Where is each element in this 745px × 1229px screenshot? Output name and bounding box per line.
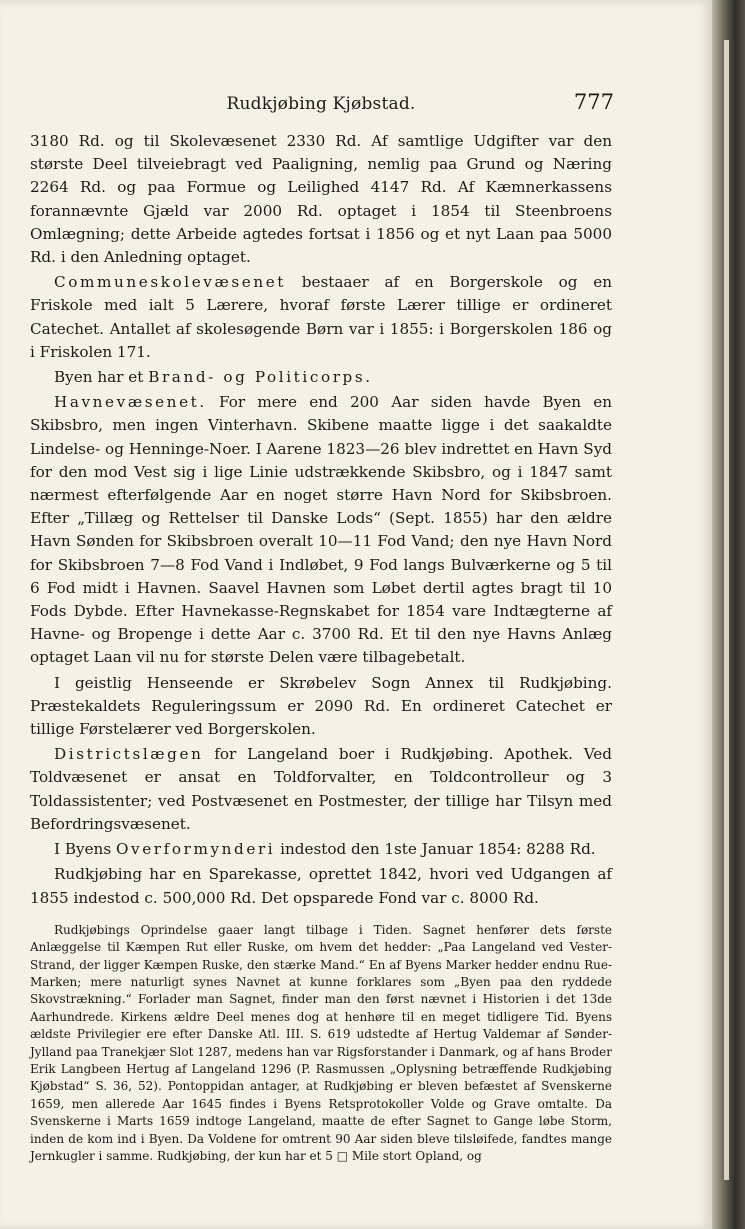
paragraph: Byen har et Brand- og Politicorps. [54, 368, 373, 387]
body-text [30, 130, 612, 910]
spaced-heading: Districtslægen [54, 745, 204, 764]
paragraph: Rudkjøbing har en Sparekasse, oprettet 1842, hvori ved Udgangen af 1855 indestod c. 500,000 Rd. Det opsparede Fond var c. 8000 Rd. [30, 865, 612, 907]
paragraph: I Byens Overformynderi indestod den 1ste Januar 1854: 8288 Rd. [54, 840, 596, 859]
spaced-heading: Communeskolevæsenet [54, 273, 287, 292]
paragraph: Havnevæsenet. For mere end 200 Aar siden havde Byen en Skibsbro, men ingen Vinterhavn. Skibene maatte ligge i det saakaldte Lindelse- og Henninge-Noer. I Aarene 1823—26 blev indrettet en Havn Syd for den mod Vest sig i lige Linie udstrækkende Skibsbro, og i 1847 samt nærmest efterfølgende Aar en noget større Havn Nord for Skibsbroen. Efter „Tillæg og Rettelser til Danske Lods“ (Sept. 1855) har den ældre Havn Sønden for Skibsbroen overalt 10—11 Fod Vand; den nye Havn Nord for Skibsbroen 7—8 Fod Vand i Indløbet, 9 Fod langs Bulværkerne og 5 til 6 Fod midt i Havnen. Saavel Havnen som Løbet dertil agtes bragt til 10 Fods Dybde. Efter Havnekasse-Regnskabet for 1854 vare Indtægterne af Havne- og Bropenge i dette Aar c. 3700 Rd. Et til den nye Havns Anlæg optaget Laan vil nu for største Delen være tilbagebetalt. [30, 393, 612, 667]
page-content [30, 90, 614, 1165]
running-header [30, 90, 614, 116]
page-stack-edge [724, 40, 729, 1180]
paragraph: Districtslægen for Langeland boer i Rudkjøbing. Apothek. Ved Toldvæsenet er ansat en Toldforvalter, en Toldcontrolleur og 3 Toldassistenter; ved Postvæsenet en Postmester, der tillige har Tilsyn med Befordringsvæsenet. [30, 745, 612, 833]
paragraph: I geistlig Henseende er Skrøbelev Sogn Annex til Rudkjøbing. Præstekaldets Reguleringssum er 2090 Rd. En ordineret Catechet er tillige Førstelærer ved Borgerskolen. [30, 673, 612, 739]
header-title: Rudkjøbing Kjøbstad. [226, 94, 416, 114]
spaced-heading: Overformynderi [115, 840, 276, 859]
spaced-heading: Brand- og Politicorps. [148, 368, 373, 387]
paragraph: 3180 Rd. og til Skolevæsenet 2330 Rd. Af samtlige Udgifter var den største Deel tilveiebragt ved Paaligning, nemlig paa Grund og Næring 2264 Rd. og paa Formue og Leilighed 4147 Rd. Af Kæmnerkassens forannævnte Gjæld var 2000 Rd. optaget i 1854 til Steenbroens Omlægning; dette Arbeide agtedes fortsat i 1856 og et nyt Laan paa 5000 Rd. i den Anledning optaget. [30, 132, 612, 267]
footnote: Rudkjøbings Oprindelse gaaer langt tilbage i Tiden. Sagnet henfører dets første Anlæggelse til Kæmpen Rut eller Ruske, om hvem det hedder: „Paa Langeland ved Vester-Strand, der ligger Kæmpen Ruske, den stærke Mand.“ En af Byens Marker hedder endnu Rue-Marken; mere naturligt synes Navnet at kunne forklares som „Byen paa den ryddede Skovstrækning.“ Forlader man Sagnet, finder man den først nævnet i Historien i det 13de Aarhundrede. Kirkens ældre Deel menes dog at henhøre til en meget tidligere Tid. Byens ældste Privilegier ere efter Danske Atl. III. S. 619 udstedte af Hertug Valdemar af Sønder-Jylland paa Tranekjær Slot 1287, medens han var Rigsforstander i Danmark, og af hans Broder Erik Langbeen Hertug af Langeland 1296 (P. Rasmussen „Oplysning betræffende Rudkjøbing Kjøbstad“ S. 36, 52). Pontoppidan antager, at Rudkjøbing er bleven befæstet af Svenskerne 1659, men allerede Aar 1645 findes i Byens Retsprotokoller Volde og Grave omtalte. Da Svenskerne i Marts 1659 indtoge Langeland, maatte de efter Sagnet to Gange løbe Storm, inden de kom ind i Byen. Da Voldene for omtrent 90 Aar siden bleve tilsløifede, fandtes mange Jernkugler i samme. Rudkjøbing, der kun har et 5 □ Mile stort Opland, og [30, 922, 612, 1163]
footnote-block [30, 922, 612, 1166]
page-number: 777 [573, 90, 614, 114]
paragraph: Communeskolevæsenet bestaaer af en Borgerskole og en Friskole med ialt 5 Lærere, hvoraf første Lærer tillige er ordineret Catechet. Antallet af skolesøgende Børn var i 1855: i Borgerskolen 186 og i Friskolen 171. [30, 273, 612, 361]
spaced-heading: Havnevæsenet. [54, 393, 207, 412]
